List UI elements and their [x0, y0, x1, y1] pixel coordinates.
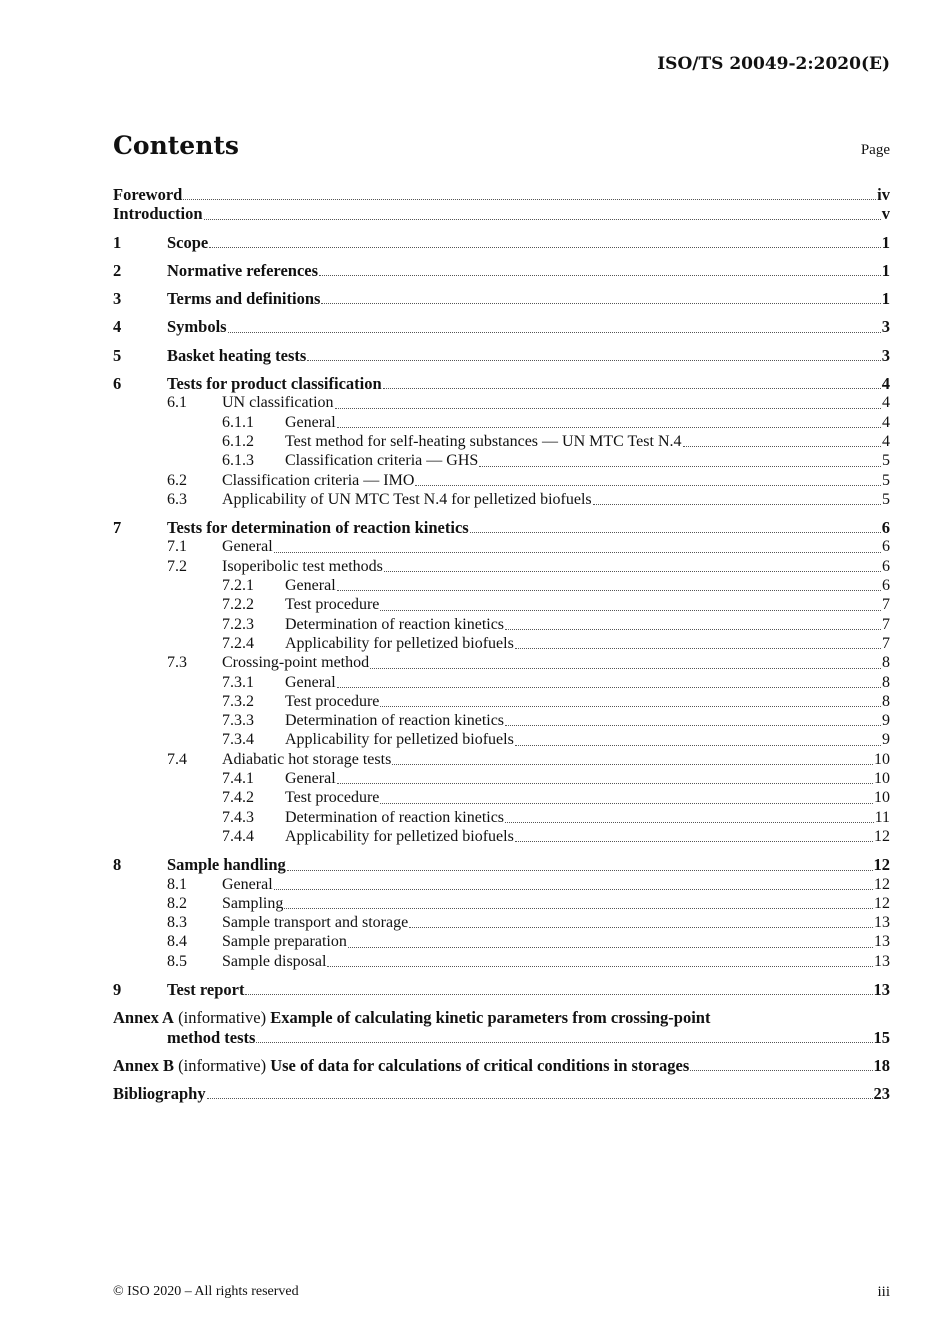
dot-leader: [274, 552, 881, 553]
toc-entry-page: 7: [882, 596, 890, 614]
toc-entry[interactable]: [113, 185, 890, 204]
toc-entry-number: 7.4.1: [222, 770, 254, 788]
toc-entry-page: 10: [874, 750, 890, 768]
toc-entry-page: 5: [882, 490, 890, 508]
toc-entry-page: 13: [873, 979, 890, 999]
dot-leader: [321, 303, 880, 304]
toc-entry-title: Applicability for pelletized biofuels: [285, 827, 514, 845]
toc-entry-title: Applicability for pelletized biofuels: [285, 634, 514, 652]
dot-leader: [380, 706, 881, 707]
toc-entry[interactable]: [113, 875, 890, 894]
toc-entry-title: Classification criteria — IMO: [222, 471, 415, 489]
toc-entry-title: Tests for determination of reaction kinetics: [167, 518, 469, 538]
toc-annex-entry[interactable]: [113, 1008, 890, 1047]
toc-entry[interactable]: [113, 261, 890, 280]
toc-entry-number: 6.1: [167, 394, 187, 412]
dot-leader: [515, 841, 873, 842]
toc-entry-number: 7.2: [167, 557, 187, 575]
toc-entry[interactable]: [113, 289, 890, 308]
toc-entry-page: 4: [881, 374, 890, 394]
dot-leader: [256, 1042, 872, 1043]
toc-entry-page: 13: [874, 933, 890, 951]
dot-leader: [337, 427, 881, 428]
toc-entry-number: 8.3: [167, 914, 187, 932]
annex-title: Use of data for calculations of critical conditions in storages: [270, 1055, 690, 1075]
toc-entry[interactable]: [113, 769, 890, 788]
toc-entry-page: iv: [877, 185, 890, 204]
dot-leader: [384, 571, 881, 572]
toc-entry-number: 6.1.3: [222, 452, 254, 470]
toc-entry-page: v: [881, 204, 890, 224]
dot-leader: [370, 668, 881, 669]
dot-leader: [380, 803, 873, 804]
toc-entry-number: 7.4.4: [222, 827, 254, 845]
dot-leader: [505, 629, 881, 630]
toc-entry-page: 9: [882, 712, 890, 730]
toc-entry-page: 6: [882, 577, 890, 595]
dot-leader: [207, 1098, 873, 1099]
toc-entry-title: General: [285, 413, 336, 431]
toc-entry-title: Symbols: [167, 317, 227, 337]
toc-entry-page: 10: [874, 789, 890, 807]
toc-entry-title: Determination of reaction kinetics: [285, 712, 505, 730]
toc-entry-number: 5: [113, 345, 122, 365]
dot-leader: [284, 908, 873, 909]
toc-entry[interactable]: [113, 393, 890, 412]
toc-entry-number: 8.1: [167, 875, 187, 893]
dot-leader: [319, 275, 881, 276]
toc-entry[interactable]: [113, 615, 890, 634]
toc-entry-page: 13: [874, 914, 890, 932]
toc-entry-page: 7: [882, 615, 890, 633]
toc-entry-title: Test method for self-heating substances — UN MTC Test N.4: [285, 432, 682, 450]
toc-entry-title: Basket heating tests: [167, 345, 307, 365]
annex-label: Annex B: [113, 1055, 174, 1075]
toc-entry[interactable]: [113, 595, 890, 614]
toc-entry[interactable]: [113, 673, 890, 692]
toc-entry-title: UN classification: [222, 394, 334, 412]
toc-entry-title: Crossing-point method: [222, 654, 370, 672]
toc-entry-title: Applicability of UN MTC Test N.4 for pelletized biofuels: [222, 490, 592, 508]
toc-entry-page: 8: [882, 692, 890, 710]
annex-title: Example of calculating kinetic parameters from crossing-point: [270, 1008, 711, 1028]
toc-entry-title: Test report: [167, 979, 245, 999]
toc-entry-title: Test procedure: [285, 789, 380, 807]
annex-type: (informative): [178, 1055, 267, 1075]
toc-entry-number: 7.4.3: [222, 808, 254, 826]
toc-entry[interactable]: [113, 471, 890, 490]
toc-entry[interactable]: [113, 204, 890, 223]
toc-entry[interactable]: [113, 855, 890, 874]
toc-entry-number: 7.2.4: [222, 634, 254, 652]
toc-entry[interactable]: [113, 374, 890, 393]
toc-entry-title: Determination of reaction kinetics: [285, 808, 505, 826]
toc-entry-title: Terms and definitions: [167, 289, 321, 309]
toc-entry-number: 6.1.1: [222, 413, 254, 431]
page-title: Contents: [113, 131, 240, 160]
toc-entry[interactable]: [113, 413, 890, 432]
toc-entry-page: 11: [874, 808, 890, 826]
toc-entry[interactable]: [113, 490, 890, 509]
dot-leader: [415, 485, 881, 486]
toc-entry-title: Bibliography: [113, 1084, 206, 1104]
toc-entry-page: 12: [874, 827, 890, 845]
toc-entry-title: Sample preparation: [222, 933, 347, 951]
toc-entry-title: Sampling: [222, 894, 284, 912]
toc-entry[interactable]: [113, 576, 890, 595]
toc-entry-page: 8: [882, 673, 890, 691]
toc-entry-page: 23: [873, 1084, 890, 1104]
toc-entry[interactable]: [113, 894, 890, 913]
toc-entry-page: 5: [882, 452, 890, 470]
toc-entry[interactable]: [113, 932, 890, 951]
dot-leader: [209, 247, 881, 248]
toc-entry-number: 3: [113, 289, 122, 309]
dot-leader: [515, 745, 881, 746]
toc-entry-page: 6: [882, 557, 890, 575]
dot-leader: [287, 870, 873, 871]
toc-entry-number: 6.3: [167, 490, 187, 508]
toc-entry-number: 1: [113, 232, 122, 252]
annex-title-line: [113, 1008, 890, 1027]
toc-entry[interactable]: [113, 317, 890, 336]
toc-entry-number: 7.3.3: [222, 712, 254, 730]
dot-leader: [505, 725, 881, 726]
annex-title-line: [113, 1028, 890, 1047]
toc-entry-title: General: [222, 875, 273, 893]
dot-leader: [348, 947, 873, 948]
toc-entry-page: 3: [881, 317, 890, 337]
toc-entry-title: Scope: [167, 232, 209, 252]
toc-entry-number: 6.1.2: [222, 432, 254, 450]
toc-entry-page: 7: [882, 634, 890, 652]
dot-leader: [515, 648, 881, 649]
toc-entry[interactable]: [113, 346, 890, 365]
toc-entry[interactable]: [113, 692, 890, 711]
toc-entry-number: 8.2: [167, 894, 187, 912]
annex-page: 15: [873, 1027, 890, 1047]
toc-entry-title: Applicability for pelletized biofuels: [285, 731, 514, 749]
toc-entry-page: 6: [882, 538, 890, 556]
toc-entry-number: 7.1: [167, 538, 187, 556]
dot-leader: [228, 332, 881, 333]
dot-leader: [383, 388, 881, 389]
dot-leader: [380, 610, 881, 611]
toc-entry-title: Test procedure: [285, 692, 380, 710]
toc-entry-title: Adiabatic hot storage tests: [222, 750, 392, 768]
toc-entry-number: 2: [113, 260, 122, 280]
toc-entry[interactable]: [113, 653, 890, 672]
toc-entry-page: 1: [881, 289, 890, 309]
toc-entry[interactable]: [113, 518, 890, 537]
toc-entry-number: 7.4.2: [222, 789, 254, 807]
annex-page: 18: [873, 1055, 890, 1075]
annex-title-continued: method tests: [167, 1027, 256, 1047]
annex-label: Annex A: [113, 1008, 174, 1028]
toc-entry-page: 12: [874, 875, 890, 893]
dot-leader: [392, 764, 873, 765]
toc-entry-number: 7.3.2: [222, 692, 254, 710]
dot-leader: [337, 687, 881, 688]
toc-entry-title: Isoperibolic test methods: [222, 557, 383, 575]
dot-leader: [335, 408, 881, 409]
toc-entry-number: 8.4: [167, 933, 187, 951]
toc-entry-page: 9: [882, 731, 890, 749]
toc-annex-entry[interactable]: [113, 1056, 890, 1075]
toc-entry-page: 5: [882, 471, 890, 489]
page-column-label: Page: [860, 142, 890, 158]
toc-entry-page: 4: [882, 413, 890, 431]
toc-entry-number: 8: [113, 855, 122, 875]
toc-entry-page: 4: [882, 394, 890, 412]
toc-entry-page: 4: [882, 432, 890, 450]
dot-leader: [245, 994, 872, 995]
toc-entry-page: 6: [881, 518, 890, 538]
toc-entry-number: 7.2.3: [222, 615, 254, 633]
toc-entry-number: 7.3: [167, 654, 187, 672]
footer-page-number: iii: [877, 1284, 890, 1300]
toc-entry-title: General: [285, 770, 336, 788]
dot-leader: [479, 466, 881, 467]
toc-entry-title: Sample transport and storage: [222, 914, 409, 932]
annex-type: (informative): [178, 1008, 267, 1028]
toc-entry[interactable]: [113, 432, 890, 451]
toc-entry-number: 7.4: [167, 750, 187, 768]
toc-bibliography-entry[interactable]: [113, 1084, 890, 1103]
toc-entry-number: 9: [113, 979, 122, 999]
toc-entry-title: Foreword: [113, 185, 183, 204]
toc-entry-number: 7.2.2: [222, 596, 254, 614]
dot-leader: [183, 199, 876, 200]
toc-entry-number: 6: [113, 374, 122, 394]
toc-entry-title: Classification criteria — GHS: [285, 452, 479, 470]
toc-entry[interactable]: [113, 788, 890, 807]
toc-entry-title: General: [285, 577, 336, 595]
toc-entry[interactable]: [113, 557, 890, 576]
dot-leader: [337, 783, 873, 784]
dot-leader: [204, 219, 881, 220]
toc-entry-page: 12: [874, 894, 890, 912]
document-id: ISO/TS 20049-2:2020(E): [657, 54, 890, 74]
toc-entry-title: Test procedure: [285, 596, 380, 614]
toc-entry-page: 13: [874, 952, 890, 970]
toc-entry-title: Determination of reaction kinetics: [285, 615, 505, 633]
toc-entry-page: 1: [881, 260, 890, 280]
dot-leader: [690, 1070, 872, 1071]
toc-entry[interactable]: [113, 827, 890, 846]
toc-entry-title: Normative references: [167, 260, 319, 280]
toc-entry[interactable]: [113, 750, 890, 769]
toc-entry[interactable]: [113, 711, 890, 730]
toc-entry[interactable]: [113, 913, 890, 932]
toc-entry[interactable]: [113, 233, 890, 252]
toc-entry-title: Introduction: [113, 204, 203, 224]
toc-entry[interactable]: [113, 634, 890, 653]
dot-leader: [409, 927, 873, 928]
toc-entry-number: 4: [113, 317, 122, 337]
toc-entry-number: 7: [113, 518, 122, 538]
toc-entry[interactable]: [113, 808, 890, 827]
toc-entry-title: Sample disposal: [222, 952, 327, 970]
dot-leader: [683, 446, 881, 447]
dot-leader: [505, 822, 874, 823]
toc-entry-page: 10: [874, 770, 890, 788]
dot-leader: [593, 504, 881, 505]
toc-entry-page: 1: [881, 232, 890, 252]
annex-heading: [113, 1056, 689, 1075]
dot-leader: [337, 590, 881, 591]
toc-entry-title: Sample handling: [167, 855, 286, 875]
dot-leader: [327, 966, 873, 967]
dot-leader: [274, 889, 873, 890]
toc-entry-title: Tests for product classification: [167, 374, 382, 394]
toc-entry-title: General: [222, 538, 273, 556]
toc-entry[interactable]: [113, 451, 890, 470]
footer-copyright: © ISO 2020 – All rights reserved: [113, 1284, 299, 1299]
dot-leader: [470, 532, 881, 533]
toc-entry-number: 6.2: [167, 471, 187, 489]
toc-entry[interactable]: [113, 952, 890, 971]
toc-entry[interactable]: [113, 730, 890, 749]
dot-leader: [307, 360, 880, 361]
table-of-contents: [113, 185, 890, 1103]
toc-entry-page: 8: [882, 654, 890, 672]
toc-entry-page: 3: [881, 345, 890, 365]
toc-entry[interactable]: [113, 980, 890, 999]
toc-entry-number: 7.3.1: [222, 673, 254, 691]
toc-entry-number: 7.3.4: [222, 731, 254, 749]
toc-entry-page: 12: [873, 855, 890, 875]
toc-entry-number: 7.2.1: [222, 577, 254, 595]
toc-entry[interactable]: [113, 537, 890, 556]
annex-title-line: [113, 1056, 890, 1075]
toc-entry-number: 8.5: [167, 952, 187, 970]
toc-entry-title: General: [285, 673, 336, 691]
